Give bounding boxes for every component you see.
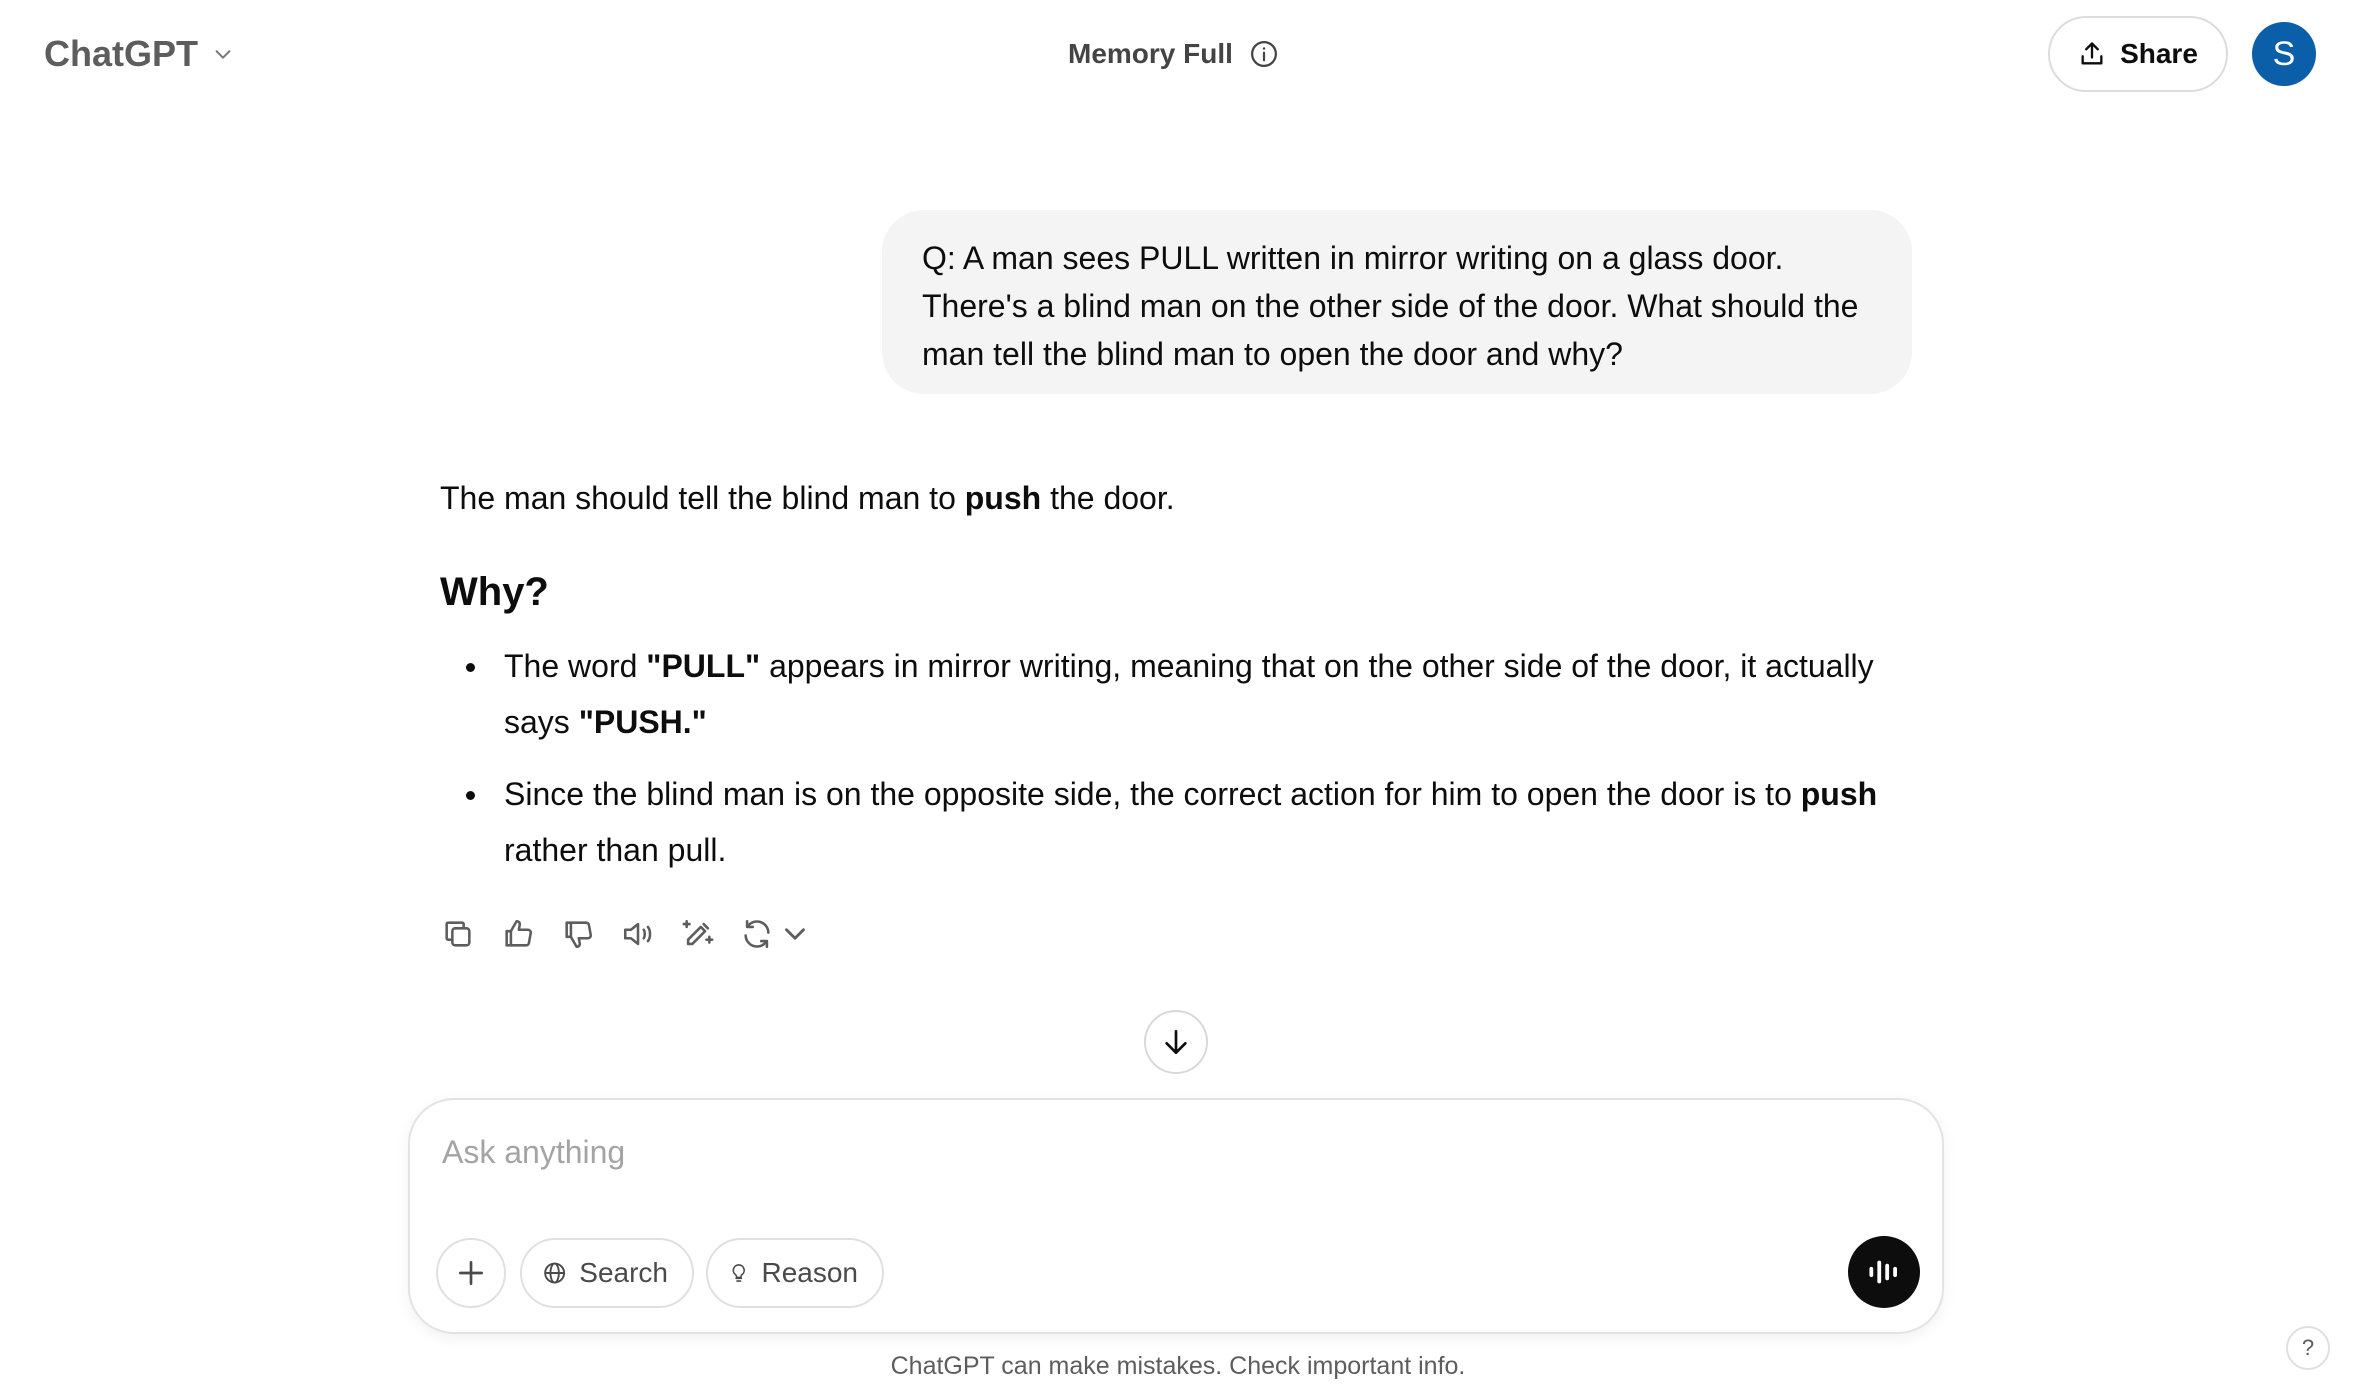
prompt-input[interactable] [442,1126,1842,1178]
answer-intro [440,470,1920,526]
assistant-message [440,470,1920,894]
model-switcher[interactable] [44,30,234,78]
edit-in-canvas-button[interactable] [680,916,716,952]
answer-bold: push [964,480,1042,516]
disclaimer: ChatGPT can make mistakes. Check important info. [890,1352,1466,1380]
globe-icon [542,1257,567,1289]
bullet-text: The word [504,648,647,684]
info-icon[interactable] [1249,39,1279,69]
help-button[interactable]: ? [2286,1326,2330,1370]
bad-response-button[interactable] [560,916,596,952]
attach-button[interactable] [436,1238,506,1308]
search-button[interactable] [520,1238,694,1308]
voice-mode-button[interactable] [1848,1236,1920,1308]
share-button[interactable] [2048,16,2228,92]
bullet-text: rather than pull. [504,832,727,868]
edit-canvas-icon [681,917,715,951]
search-label: Search [579,1257,668,1288]
regenerate-button[interactable] [740,916,812,952]
user-message: Q: A man sees PULL written in mirror writing on a glass door. There's a blind man on the other side of the door. What should the man tell the blind man to open the door and why? [882,210,1912,394]
answer-heading: Why? [440,570,549,614]
avatar[interactable]: S [2252,22,2316,86]
memory-status[interactable] [1068,34,1279,74]
answer-list [440,638,1920,878]
read-aloud-icon [621,917,655,951]
chevron-down-icon [212,43,234,65]
copy-icon [441,917,475,951]
thumbs-down-icon [561,917,595,951]
share-icon [2078,40,2106,68]
bullet-bold: push [1800,776,1878,812]
scroll-to-bottom-button[interactable] [1144,1010,1208,1074]
thumbs-up-icon [501,917,535,951]
model-name: ChatGPT [44,33,199,74]
message-actions [440,910,812,958]
bullet-text: Since the blind man is on the opposite side, the correct action for him to open the door is to [504,776,1801,812]
read-aloud-button[interactable] [620,916,656,952]
reason-label: Reason [761,1257,858,1288]
lightbulb-icon [728,1257,749,1289]
bullet-bold: "PULL" [646,648,761,684]
arrow-down-icon [1160,1026,1192,1058]
plus-icon [455,1257,487,1289]
regenerate-icon [740,917,774,951]
reason-button[interactable] [706,1238,884,1308]
voice-waveform-icon [1865,1253,1903,1291]
chevron-down-icon [778,917,812,951]
good-response-button[interactable] [500,916,536,952]
memory-label: Memory Full [1068,38,1233,69]
answer-text: The man should tell the blind man to [440,480,965,516]
composer [408,1098,1944,1334]
list-item [440,638,1920,750]
bullet-text: appears in mirror writing, meaning that on the other side of the door, it actually says [504,648,1874,740]
copy-button[interactable] [440,916,476,952]
list-item [440,766,1920,878]
top-bar [0,0,2356,108]
answer-text: the door. [1041,480,1175,516]
share-label: Share [2120,38,2198,69]
bullet-bold: "PUSH." [578,704,707,740]
